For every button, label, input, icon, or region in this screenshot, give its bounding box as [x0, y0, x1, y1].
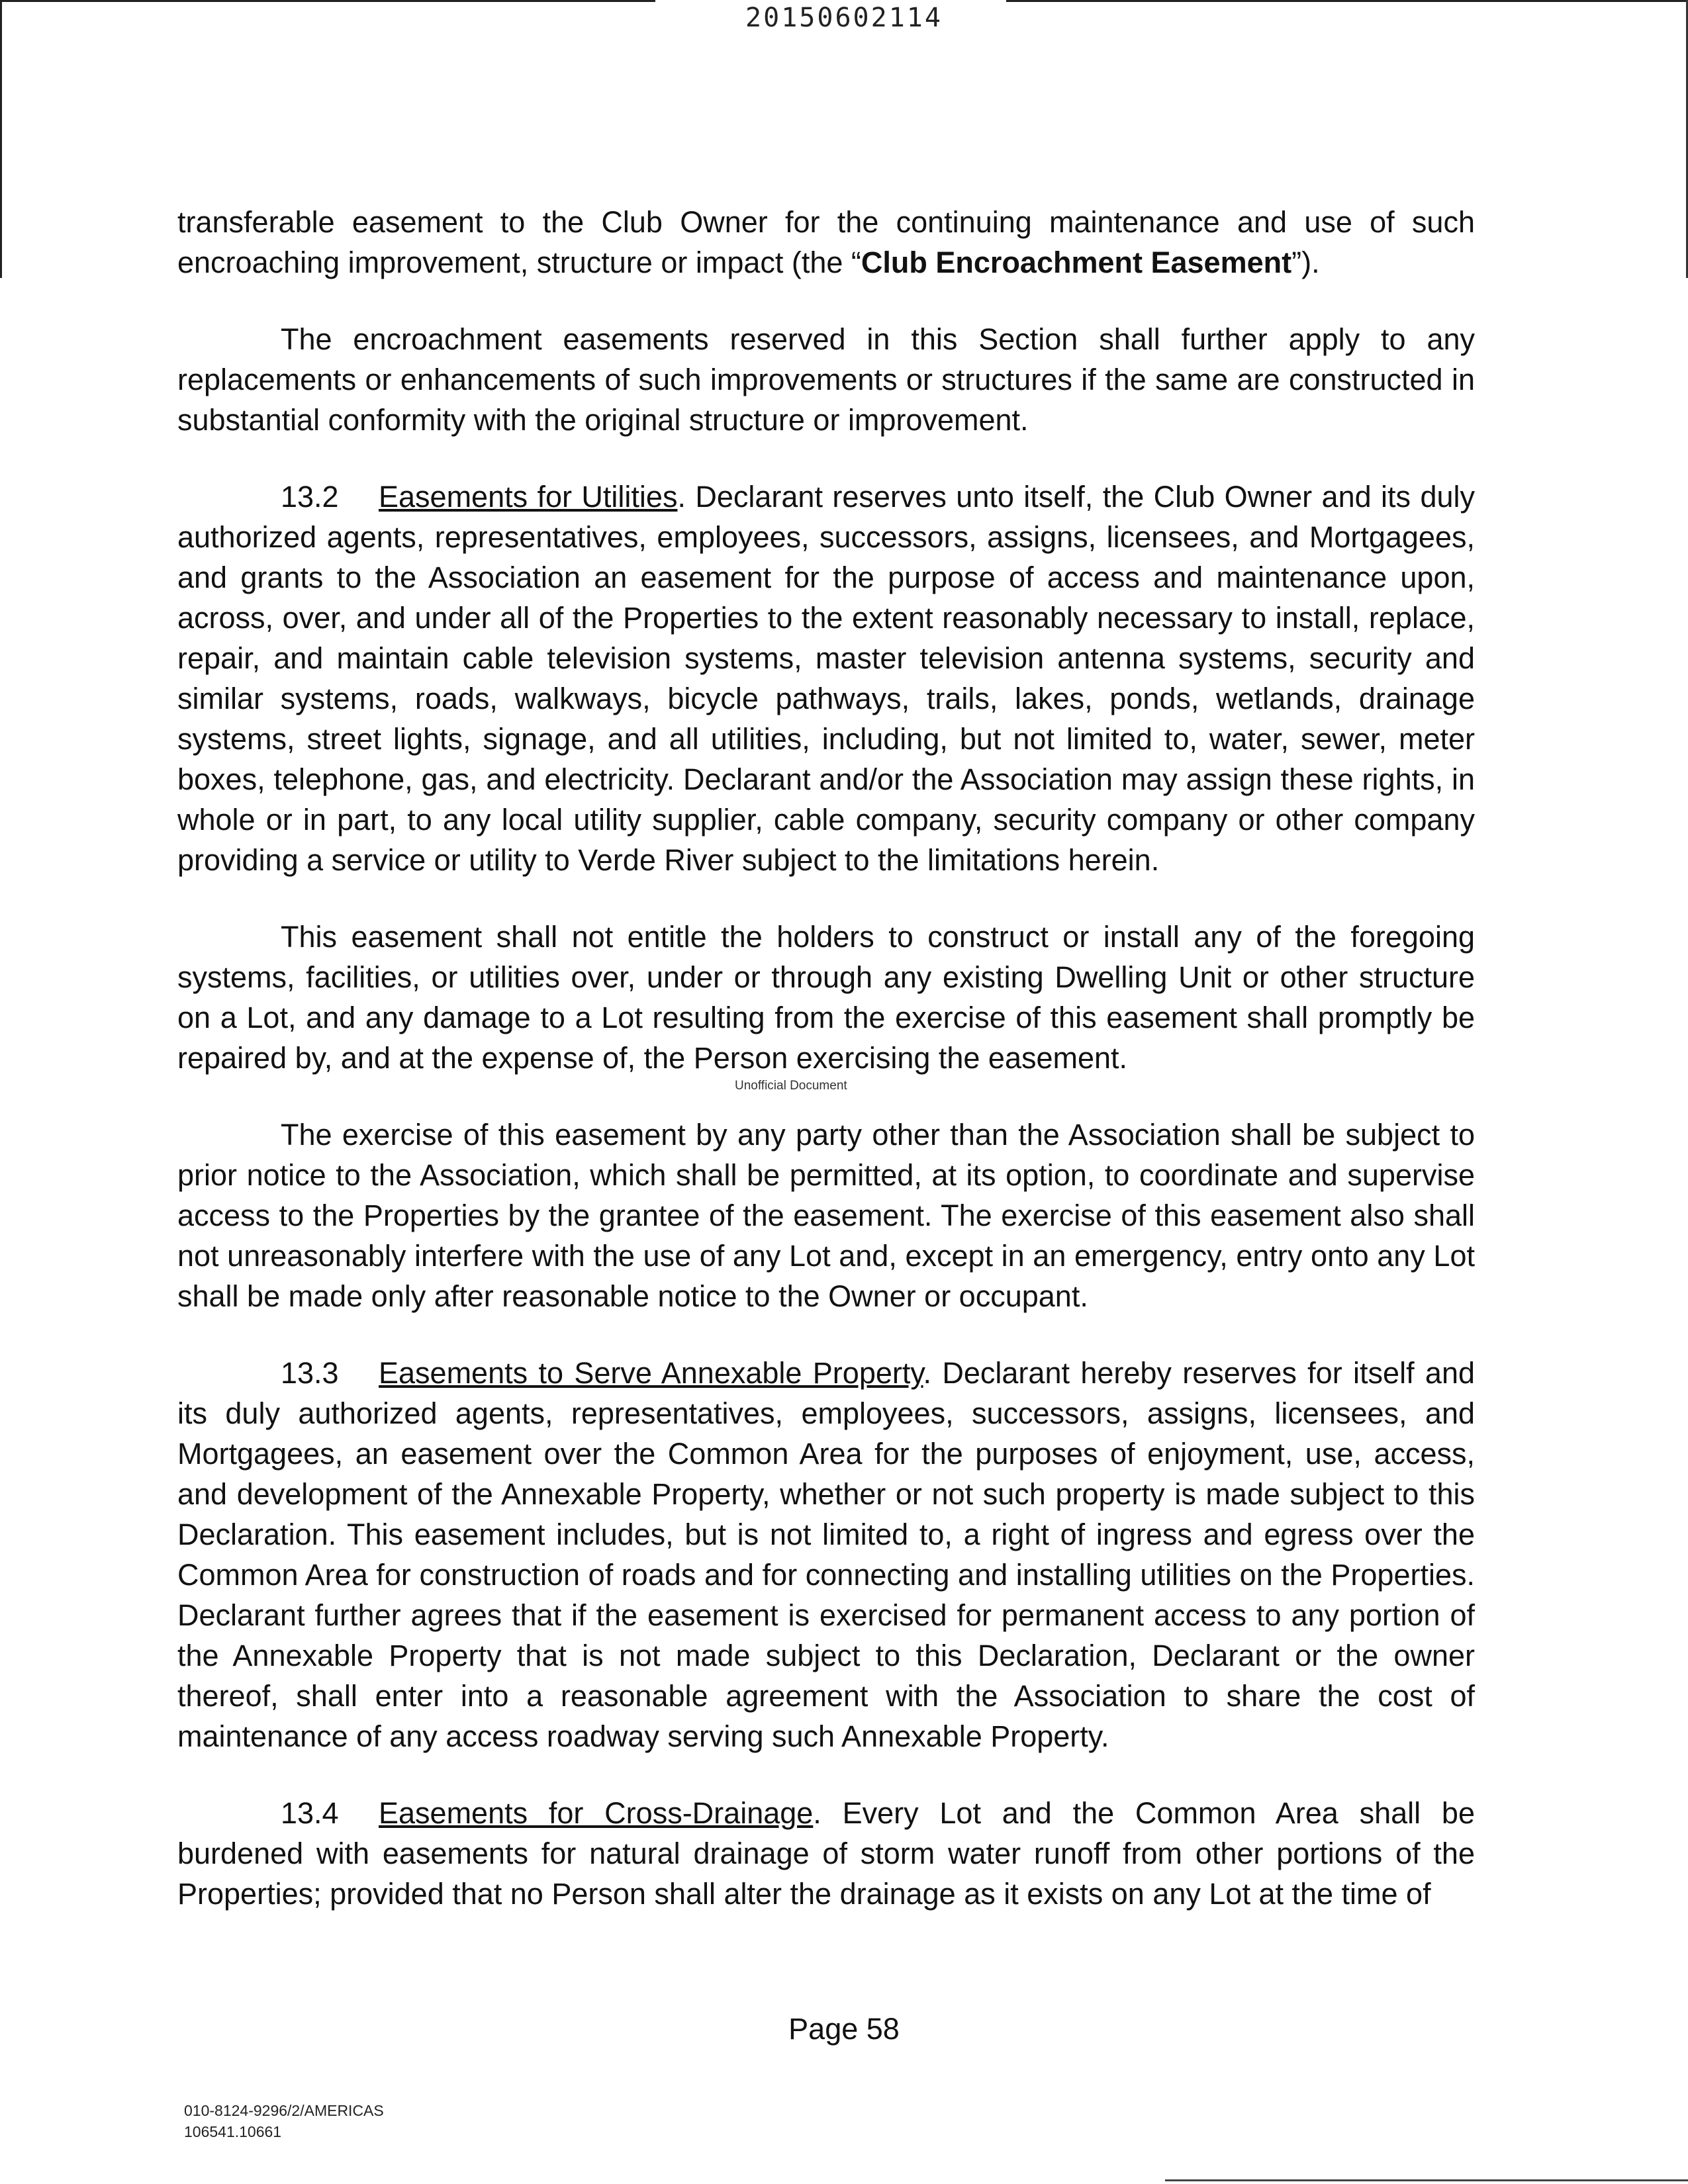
section-13-3	[177, 1353, 1475, 1756]
top-rule-left	[0, 0, 655, 2]
top-rule-right	[1006, 0, 1688, 2]
section-heading: Easements for Utilities	[379, 480, 678, 514]
left-margin-mark	[0, 0, 2, 278]
recording-number: 20150602114	[745, 3, 943, 33]
section-heading: Easements for Cross-Drainage	[379, 1796, 814, 1830]
document-body	[177, 202, 1475, 1950]
paragraph-text: ”).	[1291, 246, 1320, 279]
paragraph-continuation	[177, 202, 1475, 283]
unofficial-watermark: Unofficial Document	[735, 1079, 847, 1093]
paragraph-easement-exercise: The exercise of this easement by any party other than the Association shall be subject to prior notice to the Association, which shall be permitted, at its option, to coordinate and supervise access to the Properties by the grantee of the easement. The exercise of this easement also shall not unreasonably interfere with the use of any Lot and, except in an emergency, entry onto any Lot shall be made only after reasonable notice to the Owner or occupant.	[177, 1118, 1475, 1313]
section-text: . Declarant reserves unto itself, the Club Owner and its duly authorized agents, representatives, employees, successors, assigns, licensees, and Mortgagees, and grants to the Association an easement for the purpose of access and maintenance upon, across, over, and under all of the Properties to the extent reasonably necessary to install, replace, repair, and maintain cable television systems, master television antenna systems, security and similar systems, roads, walkways, bicycle pathways, trails, lakes, ponds, wetlands, drainage systems, street lights, signage, and all utilities, including, but not limited to, water, sewer, meter boxes, telephone, gas, and electricity. Declarant and/or the Association may assign these rights, in whole or in part, to any local utility supplier, cable company, security company or other company providing a service or utility to Verde River subject to the limitations herein.	[177, 480, 1475, 877]
section-heading: Easements to Serve Annexable Property	[379, 1356, 923, 1390]
doc-id-line-1: 010-8124-9296/2/AMERICAS	[184, 2102, 384, 2119]
document-reference	[184, 2100, 384, 2142]
section-number: 13.4	[281, 1796, 339, 1830]
paragraph-text: transferable easement to the Club Owner for the continuing maintenance and use of such encroaching improvement, structure or impact (the “	[177, 205, 1475, 279]
doc-id-line-2: 106541.10661	[184, 2123, 282, 2140]
page-number: Page 58	[788, 2012, 900, 2046]
section-number: 13.3	[281, 1356, 339, 1390]
paragraph-encroachment-replacements: The encroachment easements reserved in this Section shall further apply to any replacements or enhancements of such improvements or structures if the same are constructed in substantial conformity with the original structure or improvement.	[177, 322, 1475, 437]
section-13-4	[177, 1793, 1475, 1914]
section-13-2	[177, 477, 1475, 880]
paragraph-easement-limitations: This easement shall not entitle the holders to construct or install any of the foregoing systems, facilities, or utilities over, under or through any existing Dwelling Unit or other structure on a Lot, and any damage to a Lot resulting from the exercise of this easement shall promptly be repaired by, and at the expense of, the Person exercising the easement.	[177, 920, 1475, 1075]
section-text: . Declarant hereby reserves for itself and its duly authorized agents, representatives, employees, successors, assigns, licensees, and Mortgagees, an easement over the Common Area for the purposes of enjoyment, use, access, and development of the Annexable Property, whether or not such property is made subject to this Declaration. This easement includes, but is not limited to, a right of ingress and egress over the Common Area for construction of roads and for connecting and installing utilities on the Properties. Declarant further agrees that if the easement is exercised for permanent access to any portion of the Annexable Property that is not made subject to this Declaration, Declarant or the owner thereof, shall enter into a reasonable agreement with the Association to share the cost of maintenance of any access roadway serving such Annexable Property.	[177, 1356, 1476, 1753]
bottom-rule	[1165, 2179, 1688, 2181]
defined-term: Club Encroachment Easement	[861, 246, 1292, 279]
section-number: 13.2	[281, 480, 339, 514]
section-text: . Every Lot and the Common Area shall be burdened with easements for natural drainage of storm water runoff from other portions of the Properties; provided that no Person shall alter the drainage as it exists on any Lot at the time of	[177, 1796, 1475, 1911]
